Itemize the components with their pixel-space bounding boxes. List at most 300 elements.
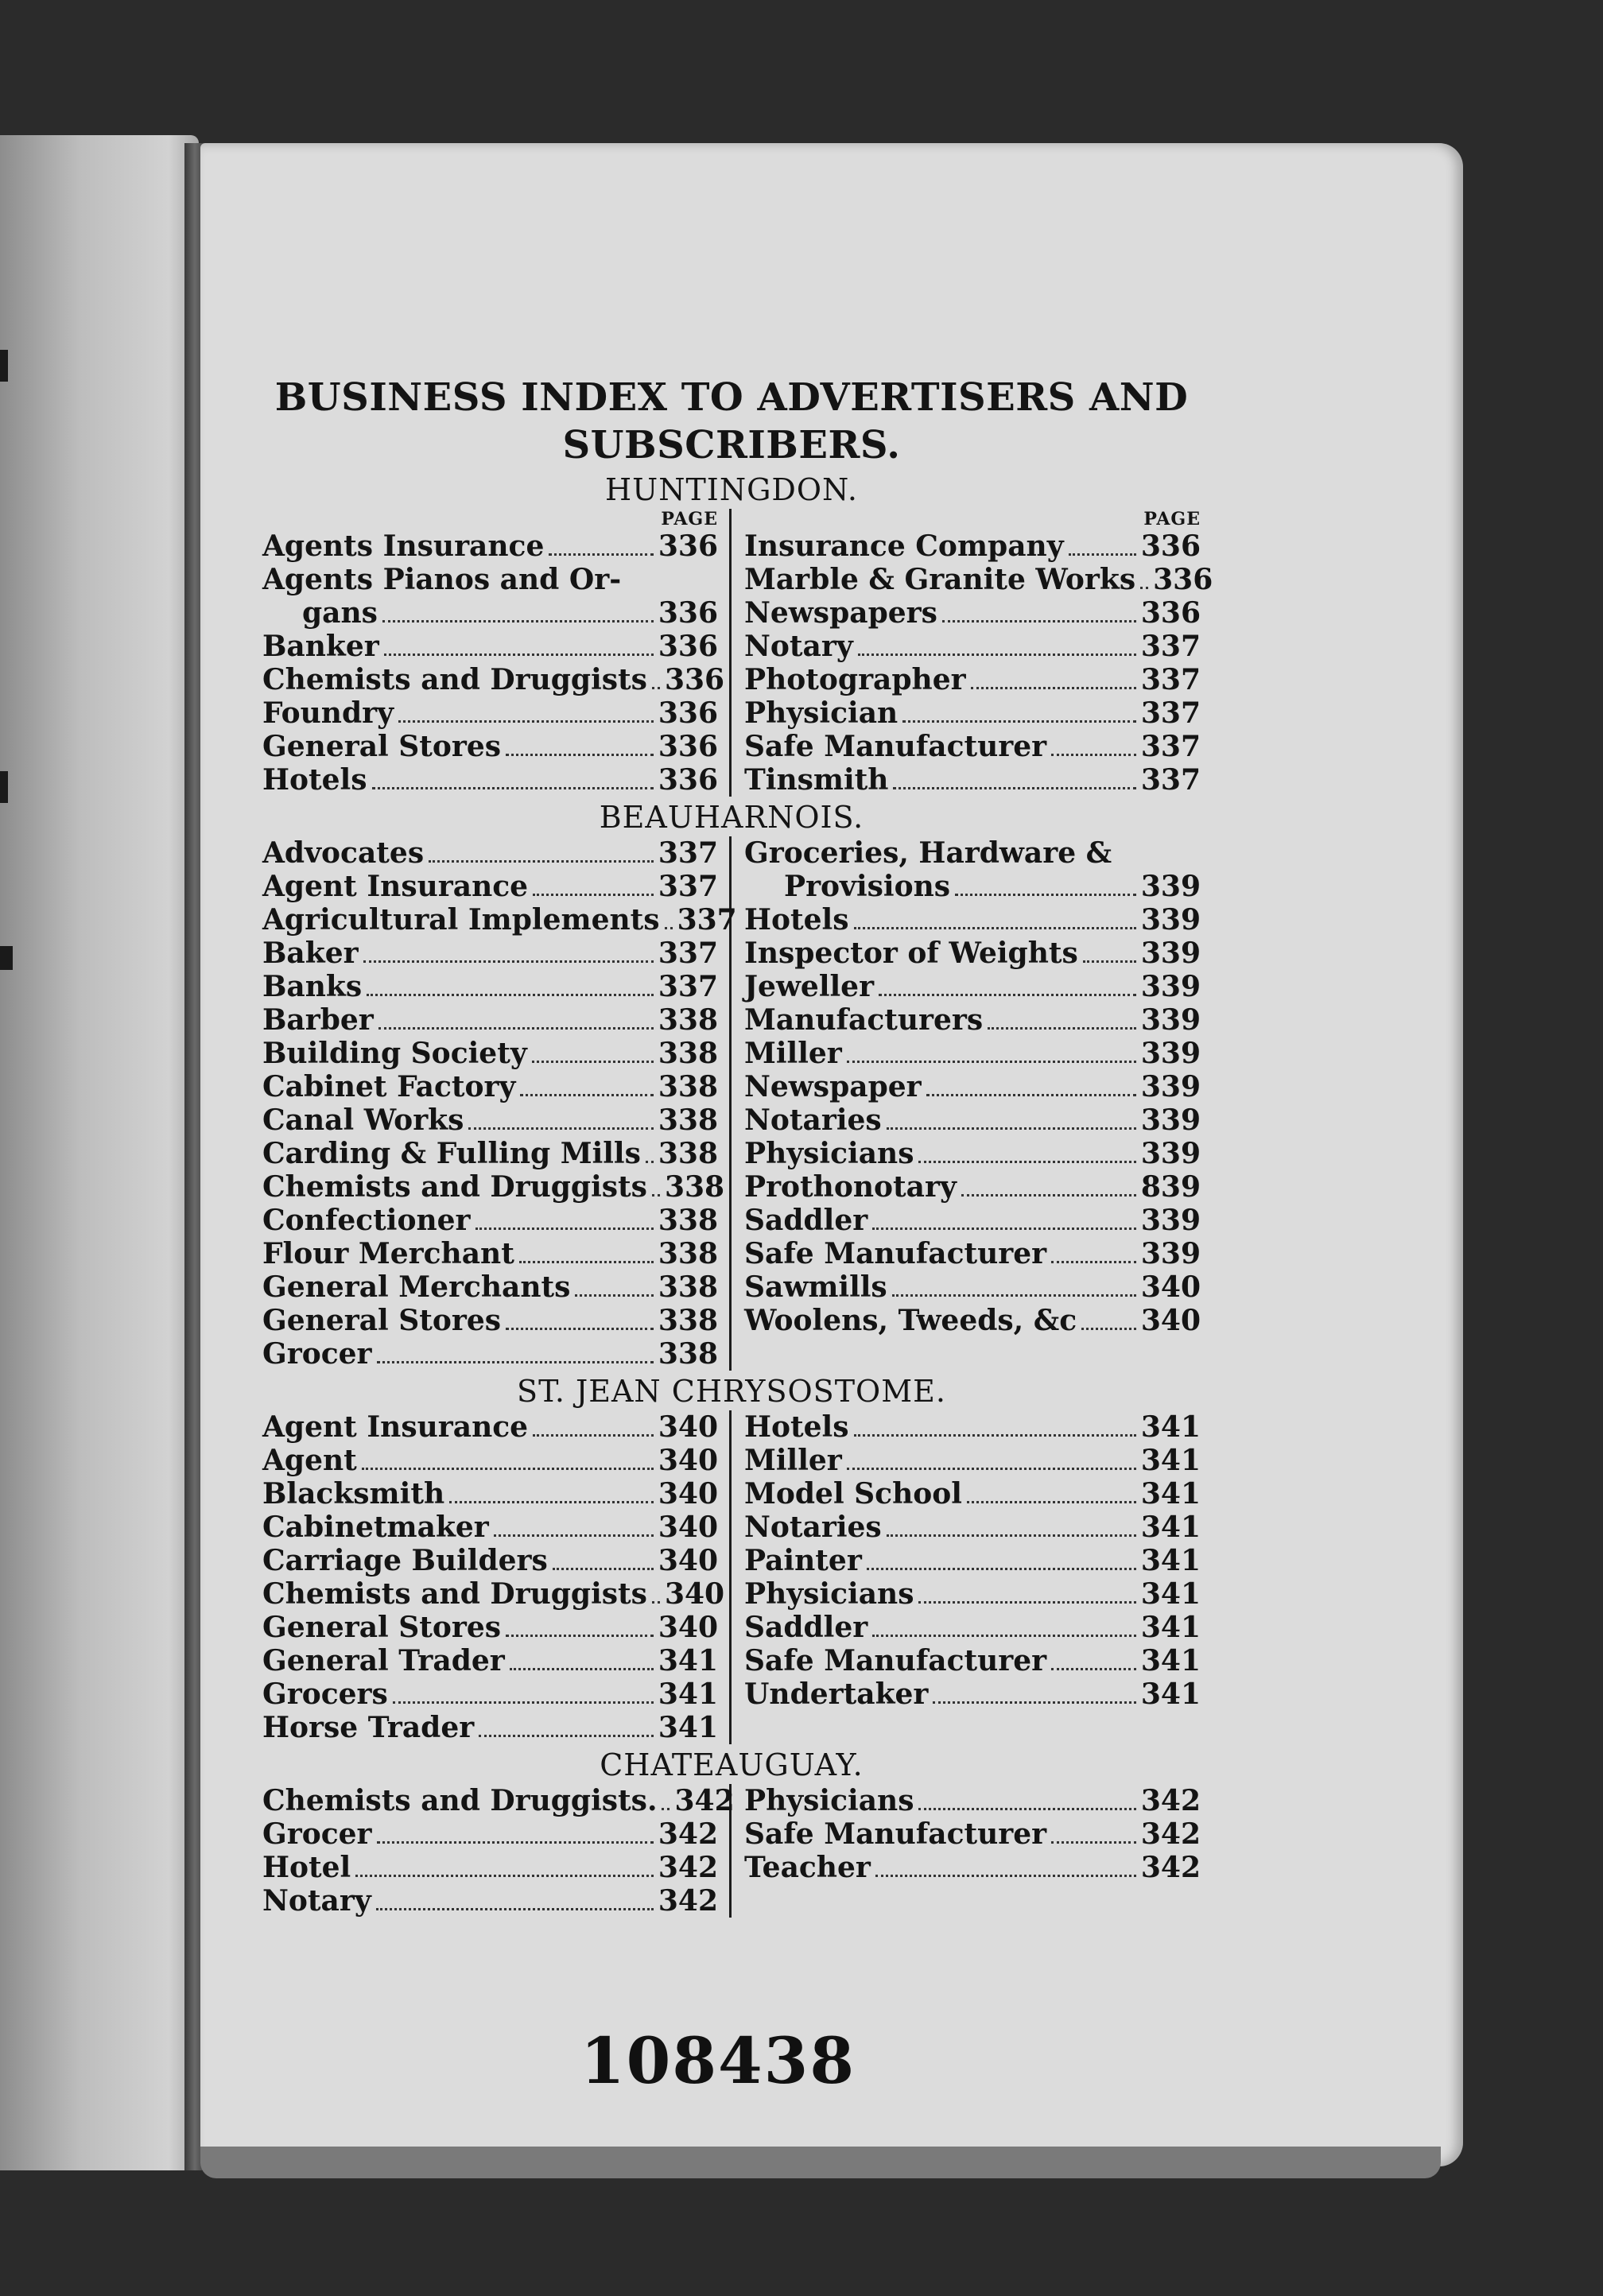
entry-page-number: 340	[658, 1410, 718, 1444]
dot-leader	[646, 1150, 654, 1163]
index-entry	[262, 970, 718, 1003]
dot-leader	[933, 1690, 1135, 1704]
index-entry	[744, 937, 1201, 970]
dot-leader	[362, 1456, 654, 1470]
entry-label: General Stores	[262, 1304, 502, 1337]
index-entry	[262, 1677, 718, 1711]
dot-leader	[479, 1724, 654, 1737]
index-entry	[262, 1003, 718, 1037]
dot-leader	[926, 1083, 1136, 1096]
index-entry	[744, 1304, 1201, 1337]
section-title: CHATEAUGUAY.	[600, 1747, 864, 1782]
dot-leader	[533, 882, 654, 896]
entry-label: Notary	[744, 630, 853, 663]
entry-page-number: 339	[1140, 903, 1201, 937]
index-entry	[744, 1444, 1201, 1477]
entry-page-number: 336	[658, 763, 718, 797]
entry-label: Chemists and Druggists	[262, 1170, 647, 1204]
entry-label: Safe Manufacturer	[744, 730, 1047, 763]
entry-page-number: 338	[658, 1204, 718, 1237]
entry-label: Canal Works	[262, 1103, 464, 1137]
dot-leader	[553, 1557, 654, 1570]
section-title: HUNTINGDON.	[605, 472, 858, 507]
entry-page-number: 342	[674, 1784, 735, 1817]
entry-label: Physicians	[744, 1784, 914, 1817]
entry-label: Agricultural Implements	[262, 903, 660, 937]
index-entry	[262, 596, 718, 630]
index-entry	[262, 1444, 718, 1477]
entry-page-number: 339	[1140, 1137, 1201, 1170]
dot-leader	[967, 1490, 1136, 1503]
index-entry	[744, 1037, 1201, 1070]
entry-page-number: 338	[658, 1237, 718, 1270]
dot-leader	[384, 642, 654, 656]
entry-page-number: 342	[658, 1817, 718, 1851]
entry-page-number: 341	[658, 1711, 718, 1744]
entry-page-number: 337	[1140, 663, 1201, 696]
entry-label: Chemists and Druggists.	[262, 1784, 658, 1817]
dot-leader	[847, 1049, 1136, 1063]
index-entry	[744, 663, 1201, 696]
entry-page-number: 337	[1140, 630, 1201, 663]
dot-leader	[887, 1523, 1136, 1537]
entry-label: General Merchants	[262, 1270, 571, 1304]
index-entry	[262, 1577, 725, 1611]
entry-page-number: 337	[1140, 730, 1201, 763]
right-column	[732, 836, 1201, 1371]
section-columns	[262, 509, 1213, 797]
entry-page-number: 339	[1140, 1037, 1201, 1070]
entry-label: Inspector of Weights	[744, 937, 1078, 970]
entry-label: Prothonotary	[744, 1170, 957, 1204]
entry-label: Physicians	[744, 1137, 914, 1170]
entry-page-number: 342	[658, 1851, 718, 1884]
dot-leader	[875, 1864, 1136, 1877]
entry-page-number: 338	[658, 1070, 718, 1103]
index-entry	[262, 937, 718, 970]
entry-label: Notaries	[744, 1103, 882, 1137]
entry-label: Foundry	[262, 696, 394, 730]
entry-label: Teacher	[744, 1851, 871, 1884]
entry-label: Grocer	[262, 1337, 372, 1371]
dot-leader	[847, 1456, 1136, 1470]
entry-page-number: 340	[658, 1477, 718, 1511]
index-entry	[262, 1170, 725, 1204]
dot-leader	[429, 849, 654, 863]
index-entry	[262, 1103, 718, 1137]
index-entry	[262, 696, 718, 730]
entry-label: General Trader	[262, 1644, 505, 1677]
dot-leader	[887, 1116, 1136, 1130]
index-entry	[744, 1577, 1201, 1611]
entry-page-number: 340	[1140, 1270, 1201, 1304]
entry-label: Carding & Fulling Mills	[262, 1137, 641, 1170]
dot-leader	[662, 1797, 670, 1810]
index-entry	[744, 1677, 1201, 1711]
entry-page-number: 340	[658, 1611, 718, 1644]
index-entry	[262, 1511, 718, 1544]
sections-container	[262, 472, 1213, 1918]
entry-page-number: 339	[1140, 1204, 1201, 1237]
entry-label: Model School	[744, 1477, 962, 1511]
section-columns	[262, 1410, 1201, 1744]
index-entry	[744, 1270, 1201, 1304]
left-page-mark	[0, 350, 8, 382]
section-title: ST. JEAN CHRYSOSTOME.	[517, 1374, 946, 1409]
entry-label: Safe Manufacturer	[744, 1644, 1047, 1677]
index-entry	[744, 1070, 1201, 1103]
dot-leader	[378, 1016, 654, 1030]
dot-leader	[1140, 576, 1148, 589]
index-entry	[262, 1037, 718, 1070]
index-entry	[744, 870, 1201, 903]
entry-label: Hotels	[744, 903, 849, 937]
entry-page-number: 337	[1140, 763, 1201, 797]
left-page-mark	[0, 771, 8, 803]
entry-page-number: 336	[658, 730, 718, 763]
entry-page-number: 339	[1140, 1003, 1201, 1037]
section-columns	[262, 836, 1201, 1371]
entry-page-number: 341	[1140, 1677, 1201, 1711]
entry-page-number: 340	[658, 1544, 718, 1577]
dot-leader	[893, 776, 1135, 789]
entry-page-number: 336	[1153, 563, 1213, 596]
entry-label: Flour Merchant	[262, 1237, 514, 1270]
index-entry	[262, 836, 718, 870]
dot-leader	[355, 1864, 654, 1877]
dot-leader	[449, 1490, 654, 1503]
entry-label: Chemists and Druggists	[262, 1577, 647, 1611]
entry-label: Miller	[744, 1444, 842, 1477]
index-entry	[744, 1103, 1201, 1137]
dot-leader	[652, 1183, 660, 1196]
entry-page-number: 339	[1140, 970, 1201, 1003]
entry-label: General Stores	[262, 1611, 502, 1644]
entry-page-number: 341	[1140, 1444, 1201, 1477]
dot-leader	[854, 916, 1136, 929]
entry-page-number: 336	[1140, 596, 1201, 630]
entry-page-number: 342	[1140, 1784, 1201, 1817]
left-column	[262, 1784, 735, 1918]
section-title: BEAUHARNOIS.	[599, 800, 864, 835]
entry-label: Carriage Builders	[262, 1544, 548, 1577]
dot-leader	[872, 1216, 1136, 1230]
entry-label: Newspapers	[744, 596, 937, 630]
entry-label: Physicians	[744, 1577, 914, 1611]
dot-leader	[879, 983, 1136, 996]
entry-page-number: 341	[1140, 1611, 1201, 1644]
entry-page-number: 337	[658, 970, 718, 1003]
page-column-header: PAGE	[661, 509, 718, 529]
entry-label: Barber	[262, 1003, 374, 1037]
entry-label: Woolens, Tweeds, &c	[744, 1304, 1077, 1337]
entry-label: Agent Insurance	[262, 870, 529, 903]
entry-label: Miller	[744, 1037, 842, 1070]
entry-page-number: 338	[658, 1304, 718, 1337]
entry-page-number: 337	[658, 870, 718, 903]
index-entry	[262, 1337, 718, 1371]
dot-leader	[867, 1557, 1136, 1570]
dot-leader	[506, 743, 654, 756]
entry-label: Safe Manufacturer	[744, 1817, 1047, 1851]
index-entry	[744, 1544, 1201, 1577]
entry-page-number: 341	[1140, 1410, 1201, 1444]
index-entry	[744, 1170, 1201, 1204]
dot-leader	[520, 1083, 653, 1096]
index-entry	[262, 763, 718, 797]
entry-label: Physician	[744, 696, 899, 730]
entry-page-number: 341	[1140, 1577, 1201, 1611]
right-column	[732, 509, 1213, 797]
index-entry	[744, 1511, 1201, 1544]
index-entry	[262, 1137, 718, 1170]
entry-page-number: 338	[664, 1170, 725, 1204]
entry-page-number: 336	[658, 596, 718, 630]
index-entry	[262, 1817, 718, 1851]
index-entry	[262, 563, 718, 596]
entry-label: Banks	[262, 970, 363, 1003]
entry-label: gans	[302, 596, 378, 630]
index-entry	[744, 1477, 1201, 1511]
entry-page-number: 839	[1140, 1170, 1201, 1204]
entry-label: Cabinet Factory	[262, 1070, 516, 1103]
index-entry	[744, 529, 1201, 563]
entry-label: Horse Trader	[262, 1711, 475, 1744]
index-entry	[744, 1204, 1201, 1237]
entry-label: Insurance Company	[744, 529, 1064, 563]
entry-label: General Stores	[262, 730, 502, 763]
entry-page-number: 342	[1140, 1851, 1201, 1884]
entry-page-number: 338	[658, 1003, 718, 1037]
entry-page-number: 337	[677, 903, 737, 937]
dot-leader	[506, 1623, 654, 1637]
dot-leader	[468, 1116, 653, 1130]
dot-leader	[858, 642, 1136, 656]
index-entry	[744, 1784, 1201, 1817]
dot-leader	[652, 1590, 660, 1604]
dot-leader	[1051, 1830, 1136, 1844]
entry-page-number: 339	[1140, 870, 1201, 903]
index-entry	[262, 1237, 718, 1270]
entry-label: Baker	[262, 937, 359, 970]
entry-page-number: 340	[658, 1511, 718, 1544]
entry-label: Grocer	[262, 1817, 372, 1851]
dot-leader	[955, 882, 1136, 896]
title-line-2: SUBSCRIBERS.	[562, 423, 901, 467]
index-entry	[744, 1644, 1201, 1677]
section-columns	[262, 1784, 1201, 1918]
dot-leader	[902, 709, 1136, 723]
index-entry	[262, 1477, 718, 1511]
entry-page-number: 341	[658, 1677, 718, 1711]
entry-page-number: 339	[1140, 937, 1201, 970]
dot-leader	[575, 1283, 653, 1297]
entry-label: Marble & Granite Works	[744, 563, 1136, 596]
index-entry	[744, 1611, 1201, 1644]
entry-page-number: 337	[658, 836, 718, 870]
dot-leader	[377, 1350, 654, 1363]
index-entry	[262, 1611, 718, 1644]
entry-label: Agents Insurance	[262, 529, 545, 563]
dot-leader	[1069, 542, 1136, 556]
index-entry	[744, 1003, 1201, 1037]
dot-leader	[367, 983, 654, 996]
entry-page-number: 338	[658, 1337, 718, 1371]
entry-label: Saddler	[744, 1204, 868, 1237]
entry-page-number: 341	[1140, 1477, 1201, 1511]
dot-leader	[892, 1283, 1136, 1297]
entry-label: Undertaker	[744, 1677, 929, 1711]
index-entry	[744, 763, 1201, 797]
entry-label: Safe Manufacturer	[744, 1237, 1047, 1270]
index-content	[262, 374, 1213, 1918]
left-page-mark	[0, 946, 13, 970]
entry-label: Agents Pianos and Or-	[262, 563, 622, 596]
entry-label: Notaries	[744, 1511, 882, 1544]
entry-label: Advocates	[262, 836, 425, 870]
dot-leader	[376, 1897, 654, 1910]
dot-leader	[961, 1183, 1136, 1196]
dot-leader	[506, 1317, 654, 1330]
entry-label: Photographer	[744, 663, 966, 696]
entry-label: Painter	[744, 1544, 862, 1577]
index-entry	[744, 596, 1201, 630]
dot-leader	[988, 1016, 1136, 1030]
index-entry	[262, 1070, 718, 1103]
entry-label: Grocers	[262, 1677, 388, 1711]
entry-page-number: 337	[658, 937, 718, 970]
index-entry	[744, 1851, 1201, 1884]
entry-page-number: 338	[658, 1270, 718, 1304]
dot-leader	[519, 1250, 654, 1263]
title-line-1: BUSINESS INDEX TO ADVERTISERS AND	[274, 375, 1189, 420]
entry-page-number: 339	[1140, 1237, 1201, 1270]
entry-label: Building Society	[262, 1037, 527, 1070]
index-entry	[744, 696, 1201, 730]
entry-label: Hotel	[262, 1851, 351, 1884]
dot-leader	[532, 1049, 654, 1063]
entry-page-number: 340	[664, 1577, 725, 1611]
index-entry	[262, 630, 718, 663]
index-entry	[744, 730, 1201, 763]
entry-label: Saddler	[744, 1611, 868, 1644]
entry-label: Groceries, Hardware &	[744, 836, 1112, 870]
index-entry	[262, 1851, 718, 1884]
entry-page-number: 336	[664, 663, 725, 696]
entry-label: Chemists and Druggists	[262, 663, 647, 696]
dot-leader	[918, 1590, 1135, 1604]
dot-leader	[971, 676, 1136, 689]
entry-label: Blacksmith	[262, 1477, 445, 1511]
dot-leader	[475, 1216, 654, 1230]
dot-leader	[652, 676, 660, 689]
dot-leader	[398, 709, 654, 723]
entry-page-number: 341	[658, 1644, 718, 1677]
entry-label: Newspaper	[744, 1070, 922, 1103]
index-entry	[744, 903, 1201, 937]
dot-leader	[533, 1423, 654, 1437]
entry-label: Tinsmith	[744, 763, 889, 797]
entry-label: Hotels	[744, 1410, 849, 1444]
entry-label: Jeweller	[744, 970, 875, 1003]
index-entry	[744, 836, 1201, 870]
dot-leader	[1081, 1317, 1136, 1330]
entry-page-number: 341	[1140, 1511, 1201, 1544]
index-entry	[262, 1410, 718, 1444]
dot-leader	[854, 1423, 1136, 1437]
dot-leader	[1083, 949, 1136, 963]
entry-page-number: 338	[658, 1037, 718, 1070]
dot-leader	[393, 1690, 654, 1704]
dot-leader	[549, 542, 653, 556]
entry-label: Confectioner	[262, 1204, 471, 1237]
dot-leader	[1051, 1250, 1136, 1263]
entry-page-number: 338	[658, 1103, 718, 1137]
left-page-edge	[0, 135, 199, 2170]
index-entry	[262, 1884, 718, 1918]
entry-page-number: 336	[658, 630, 718, 663]
entry-label: Banker	[262, 630, 379, 663]
index-entry	[262, 903, 737, 937]
dot-leader	[1051, 1657, 1136, 1670]
dot-leader	[1051, 743, 1136, 756]
dot-leader	[377, 1830, 654, 1844]
index-entry	[744, 563, 1213, 596]
right-column	[732, 1784, 1201, 1918]
index-entry	[262, 1784, 735, 1817]
index-entry	[262, 730, 718, 763]
index-entry	[262, 1270, 718, 1304]
index-entry	[262, 1644, 718, 1677]
entry-label: Sawmills	[744, 1270, 887, 1304]
entry-label: Manufacturers	[744, 1003, 984, 1037]
entry-page-number: 342	[658, 1884, 718, 1918]
entry-label: Notary	[262, 1884, 371, 1918]
entry-page-number: 341	[1140, 1544, 1201, 1577]
index-entry	[744, 1410, 1201, 1444]
entry-page-number: 336	[658, 696, 718, 730]
dot-leader	[382, 609, 654, 622]
index-entry	[262, 1544, 718, 1577]
entry-page-number: 340	[658, 1444, 718, 1477]
entry-page-number: 339	[1140, 1103, 1201, 1137]
stamp-number: 108438	[580, 2023, 856, 2098]
right-column	[732, 1410, 1201, 1744]
index-entry	[744, 1817, 1201, 1851]
index-entry	[262, 1711, 718, 1744]
entry-page-number: 338	[658, 1137, 719, 1170]
dot-leader	[918, 1797, 1135, 1810]
entry-page-number: 336	[1140, 529, 1201, 563]
entry-page-number: 342	[1140, 1817, 1201, 1851]
entry-page-number: 340	[1140, 1304, 1201, 1337]
entry-page-number: 337	[1140, 696, 1201, 730]
dot-leader	[372, 776, 654, 789]
left-column	[262, 1410, 732, 1744]
index-entry	[262, 1204, 718, 1237]
dot-leader	[942, 609, 1136, 622]
index-entry	[744, 970, 1201, 1003]
entry-page-number: 336	[658, 529, 718, 563]
dot-leader	[494, 1523, 654, 1537]
left-column	[262, 836, 737, 1371]
page-column-header: PAGE	[1143, 509, 1201, 529]
dot-leader	[363, 949, 654, 963]
entry-label: Hotels	[262, 763, 367, 797]
entry-page-number: 339	[1140, 1070, 1201, 1103]
dot-leader	[872, 1623, 1136, 1637]
entry-page-number: 341	[1140, 1644, 1201, 1677]
